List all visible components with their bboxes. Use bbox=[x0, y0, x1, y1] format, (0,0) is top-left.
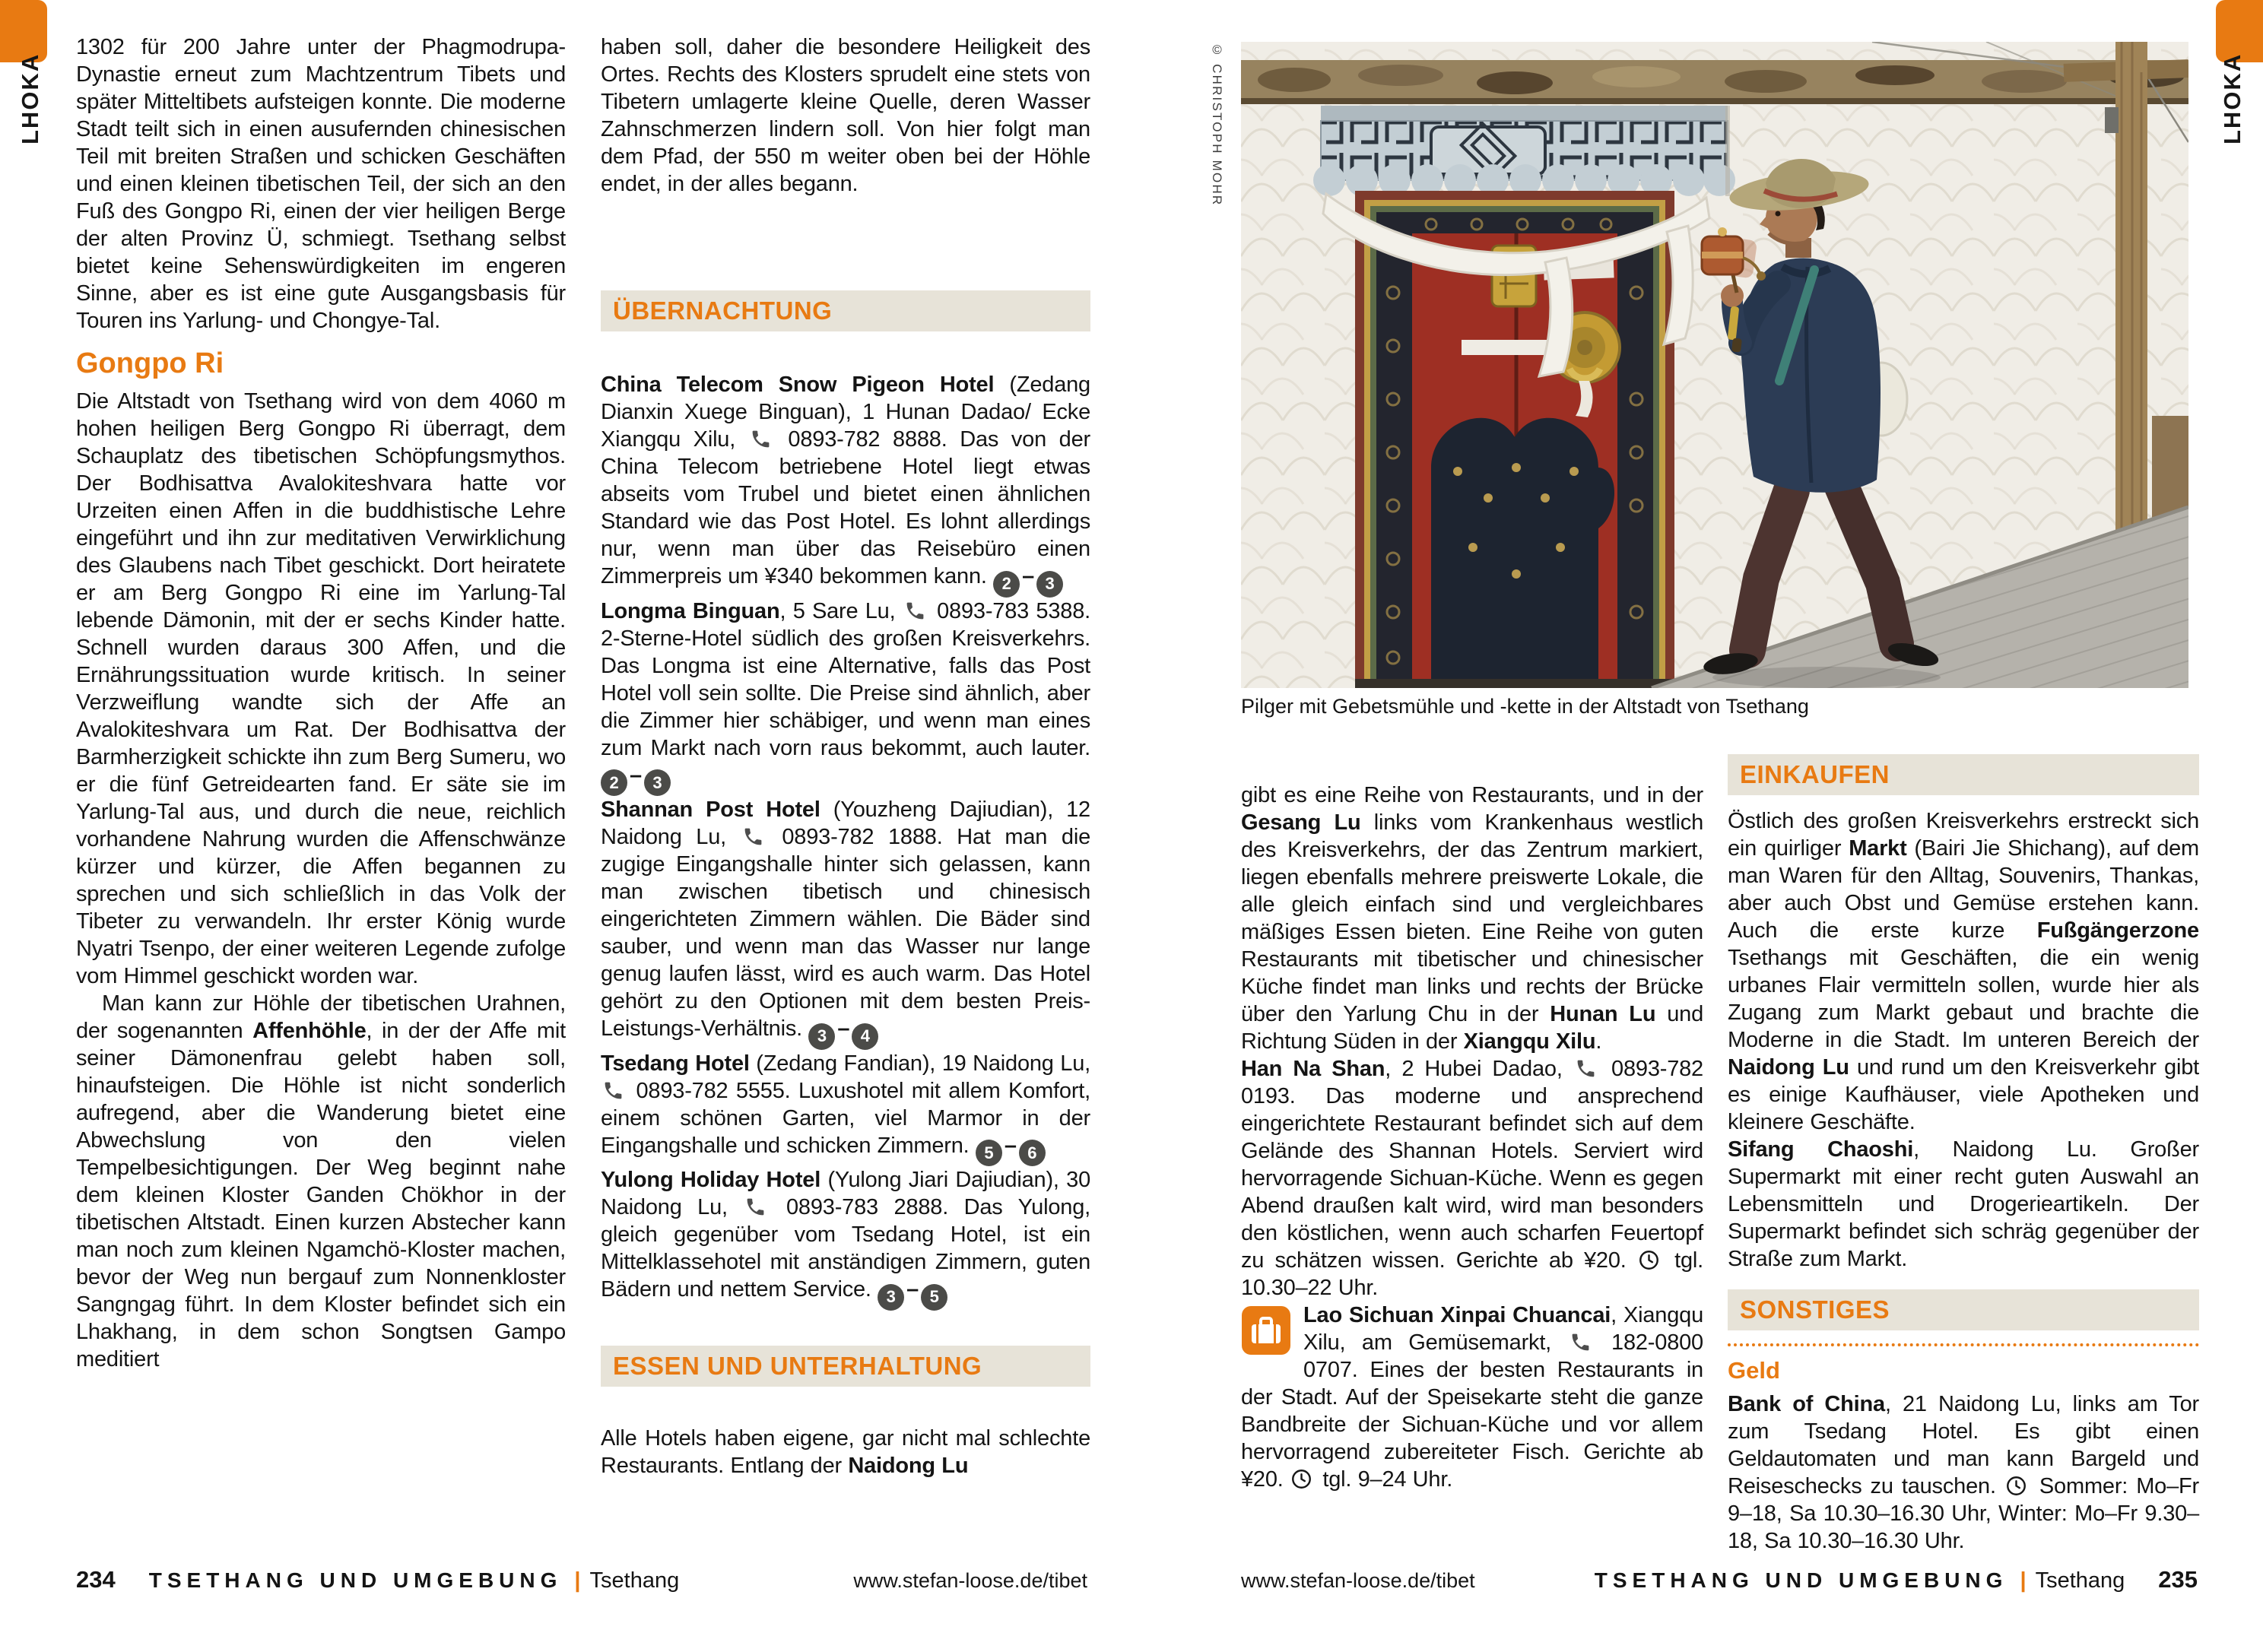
price-category-badge: 3 bbox=[1036, 571, 1063, 598]
paragraph: Shannan Post Hotel (Youzheng Dajiudian), 12 Naidong Lu, 0893-782 1888. Hat man die zugige Eingangshalle hinter sich gelassen, kann man zwischen tibetisch und chinesisch eingerichteten Zimmern wählen. Die Bäder sind sauber, und wenn man das Wasser nur lange genug laufen lässt, wird es auch warm. Das Hotel gehört zu den Optionen mit dem besten Preis-Leistungs-Verhältnis. 3 – 4 bbox=[601, 796, 1090, 1050]
paragraph: haben soll, daher die besondere Heiligkeit des Ortes. Rechts des Klosters sprudelt eine stets von Tibetern umlagerte kleine Quelle, deren Wasser Zahnschmerzen lindern soll. Von hier folgt man dem Pfad, der 550 m weiter oben bei der Höhle endet, in der alles begann. bbox=[601, 35, 1090, 196]
phone-icon bbox=[742, 823, 764, 851]
chapter-tab-label-right: LHOKA bbox=[2219, 52, 2246, 144]
paragraph: 1302 für 200 Jahre unter der Phagmodrupa-Dynastie erneut zum Machtzentrum Tibets und später Mitteltibets aufsteigen konnte. Die moderne Stadt teilt sich in einen ausufernden chinesischen Teil mit breiten Straßen und schicken Geschäften und einen kleinen tibetischen Teil, der sich an den Fuß des Gongpo Ri, einen der vier heiligen Berge der alten Provinz Ü, schmiegt. Tsethang selbst bietet keine Sehenswürdigkeiten im engeren Sinne, aber es ist eine gute Ausgangsbasis für Touren ins Yarlung- und Chongye-Tal. bbox=[76, 35, 566, 333]
section-heading: EINKAUFEN bbox=[1740, 760, 1890, 788]
door-paper-strip bbox=[1462, 340, 1551, 355]
page-number: 234 bbox=[76, 1566, 116, 1593]
text-column-right-2 bbox=[1728, 754, 2199, 1555]
price-category-badge: 3 bbox=[808, 1023, 835, 1050]
photo-credit: © CHRISTOPH MOHR bbox=[1210, 43, 1224, 207]
price-category-badge: 3 bbox=[878, 1284, 904, 1311]
price-category-badge: 3 bbox=[644, 769, 671, 796]
section-heading-bar bbox=[1728, 1289, 2199, 1330]
paragraph: China Telecom Snow Pigeon Hotel (Zedang Dianxin Xuege Binguan), 1 Hunan Dadao/ Ecke Xiangqu Xilu, 0893-782 8888. Das von der China Telecom betriebene Hotel liegt etwas abseits vom Trubel und bietet einen ähnlichen Standard wie das Post Hotel. Es lohnt allerdings nur, wenn man über das Reisebüro einen Zimmerpreis um ¥340 bekommen kann. 2 – 3 bbox=[601, 371, 1090, 598]
clock-icon bbox=[1290, 1466, 1312, 1493]
phone-icon bbox=[1570, 1329, 1592, 1356]
door-lintel bbox=[1313, 106, 1735, 196]
price-category-badge: 6 bbox=[1019, 1140, 1046, 1166]
paragraph: gibt es eine Reihe von Restaurants, und in der Gesang Lu links vom Krankenhaus westlich des Kreisverkehrs, der das Zentrum markiert, liegen ebenfalls mehrere preiswerte Lokale, die alle gleich einfach sind und vergleichbares mäßiges Essen bieten. Eine Reihe von guten Restaurants mit tibetischer und chinesischer Küche findet man links und rechts der Brücke über den Yarlung Chu in der Hunan Lu und Richtung Süden in der Xiangqu Xilu. bbox=[1241, 783, 1704, 1054]
footer-subsection: Tsethang bbox=[589, 1568, 680, 1593]
paragraph: Bank of China, 21 Naidong Lu, links am Tor zum Tsedang Hotel. Es gibt einen Geldautomaten und man kann Bargeld und Reiseschecks zu tauschen. Sommer: Mo–Fr 9–18, Sa 10.30–16.30 Uhr, Winter: Mo–Fr 9.30–18, Sa 10.30–16.30 Uhr. bbox=[1728, 1392, 2199, 1553]
price-category-badge: 2 bbox=[601, 769, 627, 796]
paragraph: Man kann zur Höhle der tibetischen Urahnen, der sogenannten Affenhöhle, in der der Affe mit seiner Dämonenfrau gelebt haben soll, hinaufsteigen. Die Höhle ist nicht sonderlich aufregend, aber die Wanderung bietet eine Abwechslung von den vielen Tempelbesichtigungen. Der Weg beginnt nahe dem kleinen Kloster Ganden Chökhor in der tibetischen Altstadt. Einen kurzen Abstecher kann man noch zum kleinen Ngamchö-Kloster machen, bevor der Weg nun bergauf zum Nonnenkloster Sangngag führt. In dem Kloster befindet sich ein Lhakhang, in dem schon Songtsen Gampo meditiert bbox=[76, 991, 566, 1371]
paragraph: Östlich des großen Kreisverkehrs erstreckt sich ein quirliger Markt (Bairi Jie Shichang), auf dem man Waren für den Alltag, Souvenirs, Thankas, aber auch Obst und Gemüse erstehen kann. Auch die erste kurze Fußgängerzone Tsethangs mit Geschäften, die ein wenig urbanes Flair vermitteln sollen, wurde hier als Zugang zum Markt gebaut und brachte die Moderne in die Stadt. Im unteren Bereich der Naidong Lu und rund um den Kreisverkehr gibt es einige Kaufhäuser, viele Apotheken und kleinere Geschäfte. bbox=[1728, 809, 2200, 1134]
phone-icon bbox=[1575, 1055, 1597, 1083]
phone-icon bbox=[904, 598, 926, 625]
clock-icon bbox=[2005, 1473, 2027, 1500]
price-category-badge: 5 bbox=[921, 1284, 947, 1311]
paragraph: Longma Binguan, 5 Sare Lu, 0893-783 5388. 2-Sterne-Hotel südlich des großen Kreisverkehrs. Das Longma ist eine Alternative, falls das Post Hotel voll sein sollte. Die Preise sind ähnlich, aber die Zimmer hier schäbiger, und wenn man eines zum Markt nach vorn raus bekommt, auch lauter. 2 – 3 bbox=[601, 598, 1090, 797]
phone-icon bbox=[602, 1077, 624, 1105]
paragraph: Han Na Shan, 2 Hubei Dadao, 0893-782 0193. Das moderne und ansprechend eingerichtete Restaurant befindet sich auf dem Gelände des Shannan Hotels. Serviert wird hervorragende Sichuan-Küche. Wenn es gegen Abend draußen kalt wird, wird man besonders den köstlichen, wenn auch scharfen Feuertopf zu schätzen wissen. Gerichte ab ¥20. tgl. 10.30–22 Uhr. bbox=[1241, 1057, 1704, 1300]
price-category-badge: 2 bbox=[993, 571, 1020, 598]
section-heading-bar bbox=[1728, 754, 2199, 795]
paragraph: Die Altstadt von Tsethang wird von dem 4060 m hohen heiligen Berg Gongpo Ri überragt, dem Schauplatz des tibetischen Schöpfungsmythos. Der Bodhisattva Avalokiteshvara hatte vor Urzeiten einen Affen in die buddhistische Lehre eingeführt und ihn zur meditativen Verwirklichung des Glaubens nach Tibet geschickt. Dort heiratete er am Berg Gongpo Ri eine im Yarlung-Tal lebende Dämonin, mit der er sechs Kinder hatte. Schnell wurden daraus 300 Affen, und die Ernährungssituation wurde kritisch. In seiner Verzweiflung wandte sich der Affe an Avalokiteshvara um Rat. Der Bodhisattva der Barmherzigkeit schickte ihn zum Berg Sumeru, wo er die fünf Getreidearten fand. Er säte sie im Yarlung-Tal aus, und durch die neue, reichlich vorhandene Nahrung wurden die Affenschwänze kürzer und kürzer, die Affen begannen zu sprechen und sich schließlich in das Volk der Tibeter zu verwandeln. Ihr erster König wurde Nyatri Tsenpo, der einer weiteren Legende zufolge vom Himmel geschickt worden war. bbox=[76, 389, 566, 988]
photo-tibetan-door bbox=[1241, 42, 2188, 688]
footer-left bbox=[76, 1566, 1087, 1593]
footer-subsection: Tsethang bbox=[2035, 1568, 2125, 1593]
page-number: 235 bbox=[2158, 1566, 2198, 1593]
footer-right bbox=[1241, 1566, 2198, 1593]
section-heading-bar bbox=[601, 1346, 1090, 1387]
paragraph: Alle Hotels haben eigene, gar nicht mal schlechte Restaurants. Entlang der Naidong Lu bbox=[601, 1425, 1090, 1478]
photo-illustration bbox=[1241, 42, 2188, 688]
text-column-left-1 bbox=[76, 33, 566, 1373]
chapter-tab-label-left: LHOKA bbox=[17, 52, 43, 144]
paragraph: Sifang Chaoshi, Naidong Lu. Großer Supermarkt mit einer recht guten Auswahl an Lebensmitteln und Drogerieartikeln. Der Supermarkt befindet sich schräg gegenüber der Straße zum Markt. bbox=[1728, 1137, 2199, 1271]
photo-caption: Pilger mit Gebetsmühle und -kette in der Altstadt von Tsethang bbox=[1241, 695, 1809, 718]
text-column-right-1 bbox=[1241, 782, 1703, 1493]
paragraph: Lao Sichuan Xinpai Chuancai, Xiangqu Xilu, am Gemüsemarkt, 182-0800 0707. Eines der besten Restaurants in der Stadt. Auf der Speisekarte steht die ganze Bandbreite der Sichuan-Küche und vor allem hervorragend zubereiteter Fisch. Gerichte ab ¥20. tgl. 9–24 Uhr. bbox=[1241, 1303, 1703, 1492]
section-heading: ESSEN UND UNTERHALTUNG bbox=[613, 1351, 982, 1380]
footer-section: TSETHANG UND UMGEBUNG bbox=[148, 1568, 563, 1592]
footer-url: www.stefan-loose.de/tibet bbox=[853, 1569, 1087, 1592]
sub-heading: Geld bbox=[1728, 1357, 1780, 1384]
phone-icon bbox=[744, 1194, 766, 1221]
footer-section: TSETHANG UND UMGEBUNG bbox=[1594, 1568, 2008, 1592]
clock-icon bbox=[1638, 1247, 1660, 1274]
pilgrim-hand bbox=[1721, 284, 1744, 307]
dotted-rule bbox=[1728, 1343, 2199, 1346]
footer-divider: | bbox=[574, 1568, 581, 1593]
section-heading: ÜBERNACHTUNG bbox=[613, 296, 833, 325]
section-heading: SONSTIGES bbox=[1740, 1295, 1890, 1324]
price-category-badge: 4 bbox=[852, 1023, 878, 1050]
paragraph: Tsedang Hotel (Zedang Fandian), 19 Naidong Lu, 0893-782 5555. Luxushotel mit allem Komfort, einem schönen Garten, viel Marmor in der Eingangshalle und schicken Zimmern. 5 – 6 bbox=[601, 1050, 1090, 1167]
subchapter-heading: Gongpo Ri bbox=[76, 347, 224, 379]
footer-url: www.stefan-loose.de/tibet bbox=[1241, 1569, 1475, 1592]
paragraph: Yulong Holiday Hotel (Yulong Jiari Dajiudian), 30 Naidong Lu, 0893-783 2888. Das Yulong, gleich gegenüber vom Tsedang Hotel, ist ein Mittelklassehotel mit anständigen Zimmern, guten Bädern und nettem Service. 3 – 5 bbox=[601, 1166, 1090, 1311]
phone-icon bbox=[750, 426, 772, 453]
footer-divider: | bbox=[2020, 1568, 2027, 1593]
price-category-badge: 5 bbox=[976, 1140, 1002, 1166]
section-heading-bar bbox=[601, 290, 1090, 331]
text-column-left-2 bbox=[601, 33, 1090, 1479]
door-medallion bbox=[1431, 418, 1614, 688]
suitcase-tip-icon bbox=[1241, 1305, 1291, 1356]
